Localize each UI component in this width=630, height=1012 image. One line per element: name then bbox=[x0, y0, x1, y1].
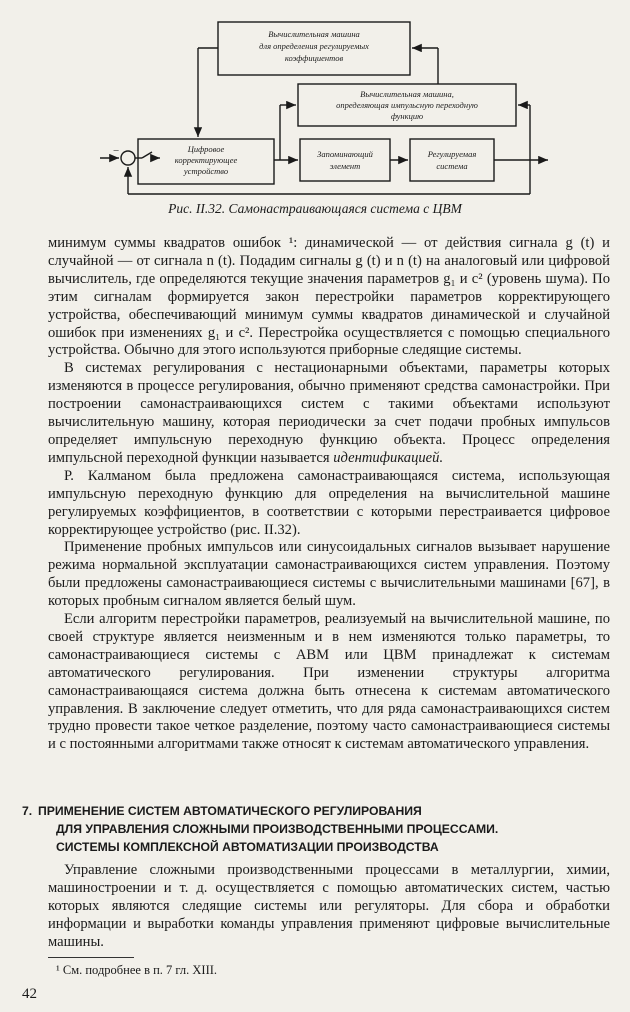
section-line: СИСТЕМЫ КОМПЛЕКСНОЙ АВТОМАТИЗАЦИИ ПРОИЗВОДСТВА bbox=[56, 840, 439, 854]
minus-sign: − bbox=[113, 145, 120, 157]
paragraph: Р. Калманом была предложена самонастраивающаяся система, использующая импульсную переходную функцию для определения на вычислительной машине регулируемых коэффициентов, в соответствии с которыми перестраивается цифровое корректирующее устройство (рис. II.32). bbox=[48, 467, 610, 538]
box-text: определяющая импульсную переходную bbox=[336, 100, 478, 110]
section-line: ДЛЯ УПРАВЛЕНИЯ СЛОЖНЫМИ ПРОИЗВОДСТВЕННЫМИ ПРОЦЕССАМИ. bbox=[56, 822, 499, 836]
paragraph: Применение пробных импульсов или синусоидальных сигналов вызывает нарушение режима нормальной эксплуатации самонастраивающихся систем управления. Поэтому были предложены самонастраивающиеся системы с вычислительными машинами [67], в которых пробным сигналом является белый шум. bbox=[48, 539, 610, 610]
box-memory bbox=[300, 139, 390, 181]
footnote: ¹ См. подробнее в п. 7 гл. XIII. bbox=[56, 963, 218, 977]
box-text: устройство bbox=[183, 166, 229, 176]
box-text: система bbox=[436, 161, 468, 171]
section-heading bbox=[22, 802, 612, 856]
block-diagram bbox=[0, 0, 630, 200]
paragraph-text: В системах регулирования с нестационарными объектами, параметры которых изменяются в процессе регулирования, обычно применяют средства самонастройки. При построении самонастраивающихся систем с такими объектами используют вычислительную машину, которая периодически за счет подачи пробных импульсов определяет импульсную переходную функцию объекта. Процесс определения импульсной переходной функции называется bbox=[48, 360, 610, 466]
section-title: ПРИМЕНЕНИЕ СИСТЕМ АВТОМАТИЧЕСКОГО РЕГУЛИРОВАНИЯ bbox=[38, 804, 422, 818]
body-text bbox=[48, 862, 610, 952]
box-text: Запоминающий bbox=[317, 149, 373, 159]
box-plant bbox=[410, 139, 494, 181]
box-text: Вычислительная машина, bbox=[360, 89, 454, 99]
box-text: Цифровое bbox=[187, 144, 225, 154]
paragraph bbox=[48, 360, 610, 467]
box-text: корректирующее bbox=[174, 155, 238, 165]
box-text: элемент bbox=[329, 161, 361, 171]
section-number: 7. bbox=[22, 804, 33, 818]
box-text: для определения регулируемых bbox=[259, 41, 369, 51]
term: идентификацией. bbox=[333, 449, 444, 466]
paragraph: Если алгоритм перестройки параметров, реализуемый на вычислительной машине, по своей структуре является неизменным и в нем изменяются только параметры, то самонастраивающиеся системы с АВМ или ЦВМ принадлежат к системам автоматического регулирования. При изменении структуры алгоритма самонастраивающаяся система должна быть отнесена к системам автоматического управления. В заключение следует отметить, что для ряда самонастраивающихся систем трудно провести такое четкое разделение, поэтому часто самонастраивающиеся системы и с постоянными алгоритмами также относят к системам автоматического управления. bbox=[48, 611, 610, 753]
summing-junction bbox=[121, 151, 135, 165]
box-text: Вычислительная машина bbox=[268, 29, 360, 39]
body-text bbox=[48, 235, 610, 754]
paragraph: Управление сложными производственными процессами в металлургии, химии, машиностроении и т. д. осуществляется с помощью автоматических систем, частью которых являются следящие системы или регуляторы. Для сбора и обработки информации и выработки команды управления применяют цифровые вычислительные машины. bbox=[48, 862, 610, 950]
box-text: коэффициентов bbox=[284, 53, 344, 63]
box-text: функцию bbox=[390, 111, 424, 121]
section-line bbox=[22, 802, 612, 820]
paragraph: минимум суммы квадратов ошибок ¹: динамической — от действия сигнала g (t) и случайной — от сигнала n (t). Подадим сигналы g (t) и n (t) на аналоговый или цифровой вычислитель, где определяются текущие значения параметров g₁ и c² (уровень шума). По этим сигналам формируется закон перестройки параметров корректирующего устройства, обеспечивающий минимум суммы квадратов динамической и случайной ошибок при изменениях g₁ и c². Перестройка осуществляется с помощью специального устройства. Обычно для этого используются приборные следящие системы. bbox=[48, 235, 610, 359]
box-text: Регулируемая bbox=[427, 149, 477, 159]
page-number: 42 bbox=[22, 986, 37, 1002]
footnote-rule bbox=[48, 957, 134, 958]
figure-caption: Рис. II.32. Самонастраивающаяся система с ЦВМ bbox=[168, 201, 462, 216]
